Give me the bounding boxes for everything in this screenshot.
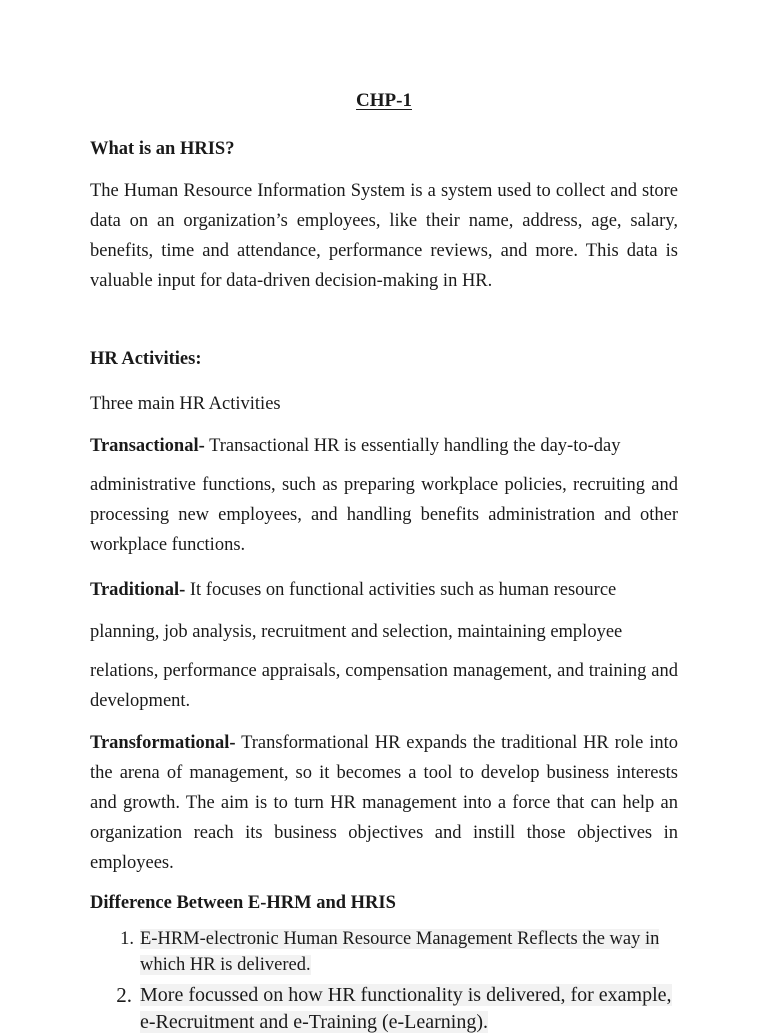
list-marker: 1.: [120, 929, 134, 949]
list-marker: 2.: [116, 983, 132, 1007]
paragraph-traditional-body: relations, performance appraisals, compensation management, and training and development.: [90, 661, 678, 711]
section-spacer: [90, 308, 678, 346]
list-item: [120, 926, 678, 978]
list-item: [116, 982, 678, 1036]
paragraph-transformational: [90, 728, 678, 878]
list-item-text: E-HRM-electronic Human Resource Management Reflects the way in which HR is delivered.: [140, 929, 660, 975]
paragraph-transactional-body: administrative functions, such as preparing workplace policies, recruiting and processing new employees, and handling benefits administration and other workplace functions.: [90, 475, 678, 555]
label-traditional: Traditional-: [90, 580, 186, 600]
heading-what-is-hris: What is an HRIS?: [90, 139, 235, 159]
heading-hr-activities: HR Activities:: [90, 349, 202, 369]
paragraph-traditional-intro: [90, 572, 678, 608]
text-transactional-first-line: Transactional HR is essentially handling the day-to-day: [204, 436, 621, 456]
page-title-text: CHP-1: [356, 90, 412, 111]
text-transformational-body: Transformational HR expands the traditional HR role into the arena of management, so it becomes a tool to develop business interests and growth. The aim is to turn HR management into a force that can help an organization reach its business objectives and instill those objectives in employees.: [90, 733, 678, 873]
difference-list: [90, 926, 678, 1036]
page-title: [90, 88, 678, 114]
list-item-text: More focussed on how HR functionality is delivered, for example, e-Recruitment and e-Training (e-Learning).: [140, 984, 672, 1033]
text-three-main-activities: Three main HR Activities: [90, 394, 281, 414]
label-transformational: Transformational-: [90, 733, 236, 753]
paragraph-hris-definition: The Human Resource Information System is a system used to collect and store data on an organization’s employees, like their name, address, age, salary, benefits, time and attendance, performance reviews, and more. This data is valuable input for data-driven decision-making in HR.: [90, 181, 678, 291]
label-transactional: Transactional-: [90, 436, 205, 456]
heading-difference-ehrm-hris: Difference Between E-HRM and HRIS: [90, 893, 396, 913]
text-traditional-first-line: It focuses on functional activities such as human resource: [185, 580, 617, 600]
paragraph-traditional-second-line: planning, job analysis, recruitment and selection, maintaining employee: [90, 622, 623, 642]
paragraph-transactional-intro: [90, 428, 678, 464]
